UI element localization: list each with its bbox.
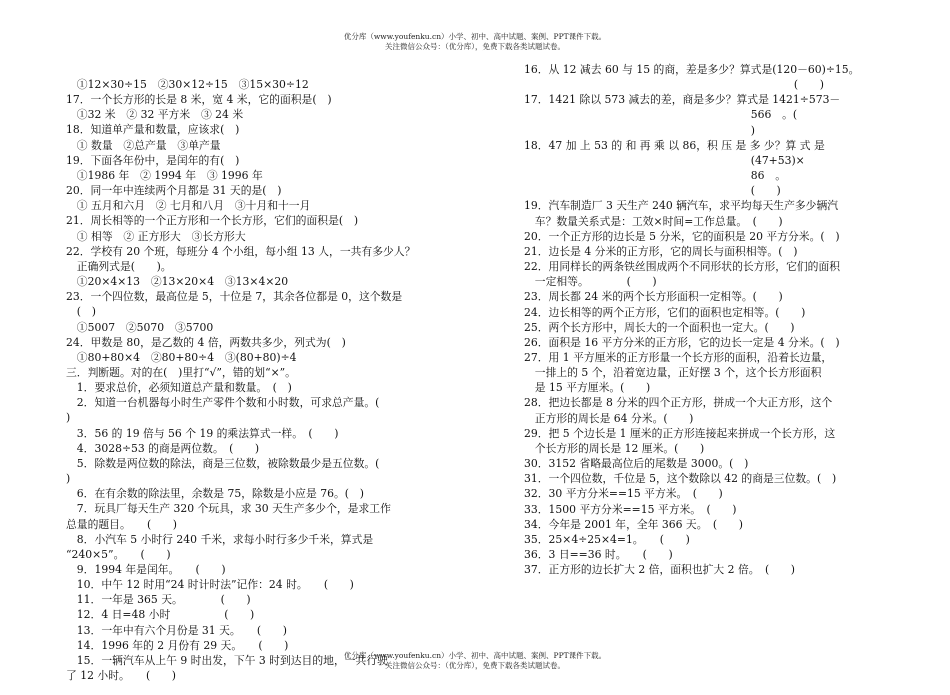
right-column-line: ( ) (524, 78, 824, 92)
right-column-line: 车？数量关系式是：工效×时间=工作总量。 ( ) (524, 214, 783, 228)
right-column-line: 16．从 12 减去 60 与 15 的商，差是多少？算式是(120－60)÷15。 (524, 63, 860, 76)
left-column (66, 77, 464, 683)
right-column-line: 21．边长是 4 分米的正方形，它的周长与面积相等。( ) (524, 244, 798, 258)
right-column-line: 一定相等。 ( ) (524, 275, 657, 289)
left-column-line: ①12×30÷15 ②30×12÷15 ③15×30÷12 (66, 78, 309, 91)
left-column-line: 6．在有余数的除法里，余数是 75，除数是小应是 76。( ) (66, 487, 364, 501)
left-column-line: ①20×4×13 ②13×20×4 ③13×4×20 (66, 275, 289, 289)
right-column (524, 62, 884, 577)
right-column-line: (47+53)× (524, 153, 805, 167)
right-column-line: 22．用同样长的两条铁丝围成两个不同形状的长方形，它们的面积 (524, 260, 841, 274)
left-column-line: 15．一辆汽车从上午 9 时出发，下午 3 时到达目的地，一共行驶 (66, 653, 388, 667)
right-column-line: 正方形的周长是 64 分米。( ) (524, 411, 694, 425)
right-column-line: 一排上的 5 个，沿着宽边量，正好摆 3 个，这个长方形面积 (524, 366, 822, 380)
left-column-line: 9．1994 年是闰年。 ( ) (66, 563, 226, 576)
right-column-line: 31．一个四位数，千位是 5，这个数除以 42 的商是三位数。( ) (524, 472, 837, 486)
left-column-line: ①80+80×4 ②80+80÷4 ③(80+80)÷4 (66, 350, 297, 364)
right-column-line: 20．一个正方形的边长是 5 分米，它的面积是 20 平方分米。( ) (524, 229, 840, 243)
left-column-line: ① 五月和六月 ② 七月和八月 ③十月和十一月 (66, 199, 311, 213)
left-column-line: 了 12 小时。 ( ) (66, 669, 177, 683)
left-column-line: 2．知道一台机器每小时生产零件个数和小时数，可求总产量。( (66, 396, 380, 410)
left-column-line: ) (66, 472, 71, 486)
right-column-line: 28．把边长都是 8 分米的四个正方形，拼成一个大正方形，这个 (524, 396, 833, 410)
right-column-line: 25．两个长方形中，周长大的一个面积也一定大。( ) (524, 320, 795, 334)
right-column-line: 29．把 5 个边长是 1 厘米的正方形连接起来拼成一个长方形，这 (524, 426, 836, 440)
left-column-line: ① 数量 ②总产量 ③单产量 (66, 138, 221, 152)
right-column-line: 24．边长相等的两个正方形，它们的面积也定相等。( ) (524, 305, 806, 319)
right-column-line: 27．用 1 平方厘米的正方形量一个长方形的面积，沿着长边量， (524, 350, 833, 364)
left-column-line: 23．一个四位数，最高位是 5，十位是 7，其余各位都是 0，这个数是 (66, 290, 403, 304)
footer-line-1: 优分库（www.youfenku.cn）小学、初中、高中试题、案例、PPT课件下载。 (343, 651, 607, 660)
left-column-line: ①1986 年 ② 1994 年 ③ 1996 年 (66, 168, 263, 182)
right-column-line: 30．3152 省略最高位后的尾数是 3000。( ) (524, 457, 749, 471)
page-footer (0, 651, 950, 671)
right-column-line: 26．面积是 16 平方分米的正方形，它的边长一定是 4 分米。( ) (524, 335, 840, 349)
left-column-line: 正确列式是( )。 (66, 259, 172, 273)
left-column-line: 7．玩具厂每天生产 320 个玩具，求 30 天生产多少个，是求工作 (66, 502, 391, 516)
left-column-line: 8．小汽车 5 小时行 240 千米，求每小时行多少千米，算式是 (66, 532, 374, 546)
header-line-1: 优分库（www.youfenku.cn）小学、初中、高中试题、案例、PPT课件下载。 (343, 32, 607, 41)
left-column-line: “240×5”。 ( ) (66, 547, 171, 561)
left-column-line: ①5007 ②5070 ③5700 (66, 320, 214, 334)
left-column-line: ①32 米 ② 32 平方米 ③ 24 米 (66, 108, 244, 122)
right-column-line: 86 。 (524, 169, 787, 183)
left-column-line: 10．中午 12 时用“24 时计时法”记作：24 时。 ( ) (66, 578, 354, 592)
left-column-line: 三．判断题。对的在( )里打“√”，错的划“×”。 (66, 365, 296, 379)
left-column-line: 12．4 日=48 小时 ( ) (66, 608, 255, 622)
left-column-line: 4．3028÷53 的商是两位数。 ( ) (66, 441, 260, 455)
left-column-line: ) (66, 411, 71, 425)
left-column-line: ① 相等 ② 正方形大 ③长方形大 (66, 229, 246, 243)
header-line-2: 关注微信公众号：（优分库），免费下载各类试题试卷。 (385, 42, 565, 51)
right-column-line: 36．3 日==36 时。 ( ) (524, 548, 673, 561)
right-column-line: 35．25×4÷25×4=1。 ( ) (524, 532, 690, 546)
right-column-line: 566 。( (524, 108, 798, 122)
left-column-line: 14．1996 年的 2 月份有 29 天。 ( ) (66, 638, 289, 652)
right-column-line: 23．周长都 24 米的两个长方形面积一定相等。( ) (524, 290, 783, 304)
left-column-line: 5．除数是两位数的除法，商是三位数，被除数最少是五位数。( (66, 456, 380, 470)
left-column-line: 22．学校有 20 个班，每班分 4 个小组，每小组 13 人，一共有多少人？ (66, 244, 416, 258)
left-column-line: 19．下面各年份中，是闰年的有( ) (66, 153, 240, 167)
right-column-line: 34．今年是 2001 年，全年 366 天。 ( ) (524, 517, 743, 531)
right-column-line: 33．1500 平方分米==15 平方米。 ( ) (524, 502, 737, 516)
right-column-line: 是 15 平方厘米。( ) (524, 381, 651, 395)
left-column-line: 1．要求总价，必须知道总产量和数量。 ( ) (66, 381, 292, 395)
right-column-line: ( ) (524, 184, 781, 198)
left-column-line: 11．一年是 365 天。 ( ) (66, 593, 251, 607)
left-column-line: 13．一年中有六个月份是 31 天。 ( ) (66, 623, 287, 637)
right-column-line: 19．汽车制造厂 3 天生产 240 辆汽车，求平均每天生产多少辆汽 (524, 199, 839, 213)
left-column-line: 17．一个长方形的长是 8 米，宽 4 米，它的面积是( ) (66, 93, 332, 107)
right-column-line: 18．47 加 上 53 的 和 再 乘 以 86，积 压 是 多 少？算 式 是 (524, 138, 825, 152)
right-column-line: 个长方形的周长是 12 厘米。( ) (524, 441, 705, 455)
left-column-line: 3．56 的 19 倍与 56 个 19 的乘法算式一样。 ( ) (66, 426, 339, 440)
right-column-line: 32．30 平方分米==15 平方米。 ( ) (524, 487, 723, 501)
right-column-line: 37．正方形的边长扩大 2 倍，面积也扩大 2 倍。 ( ) (524, 563, 795, 577)
page-header (0, 32, 950, 52)
left-column-line: 20．同一年中连续两个月都是 31 天的是( ) (66, 184, 282, 198)
right-column-line: ) (524, 123, 755, 137)
left-column-line: 总量的题目。 ( ) (66, 517, 177, 531)
left-column-line: 24．甲数是 80，是乙数的 4 倍，两数共多少，列式为( ) (66, 335, 346, 349)
footer-line-2: 关注微信公众号：（优分库），免费下载各类试题试卷。 (385, 661, 565, 670)
left-column-line: 18．知道单产量和数量，应该求( ) (66, 123, 240, 137)
left-column-line: 21．周长相等的一个正方形和一个长方形，它们的面积是( ) (66, 214, 359, 228)
left-column-line: ( ) (66, 305, 97, 319)
right-column-line: 17．1421 除以 573 减去的差，商是多少？算式是 1421÷573－ (524, 93, 841, 107)
